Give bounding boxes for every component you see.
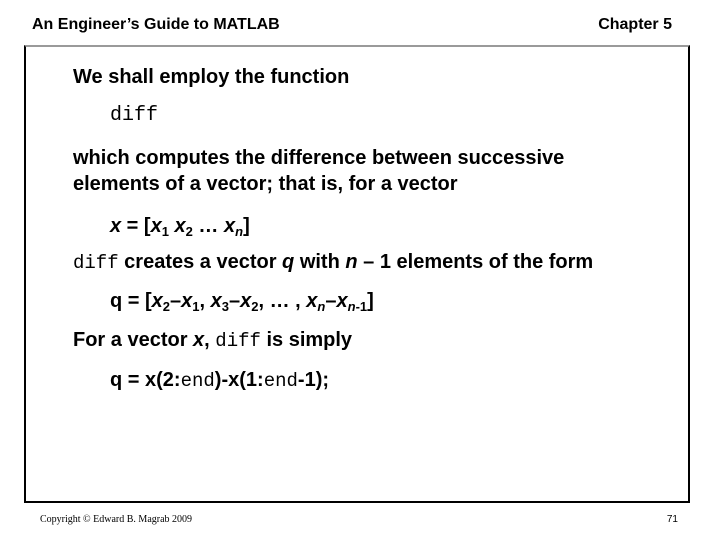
q-minus-1: – <box>170 290 182 312</box>
q-comma-1: , <box>199 290 211 312</box>
q-x3: x <box>210 290 222 312</box>
description <box>73 145 564 197</box>
sub-2: 2 <box>185 224 193 239</box>
sub-n: n <box>235 224 244 239</box>
intro-text: We shall employ the function <box>73 66 350 88</box>
sub-1: 1 <box>161 224 169 239</box>
q-s2: 2 <box>162 299 171 314</box>
simply-sentence <box>73 327 352 354</box>
diff-inline-code: diff <box>73 252 119 274</box>
page-number: 71 <box>666 514 678 525</box>
simply-text-2: , <box>204 329 216 351</box>
xn-symbol: x <box>223 215 236 237</box>
q-symbol: q <box>282 251 295 273</box>
q-x1: x <box>181 290 193 312</box>
diff-formula <box>110 367 329 394</box>
header-title: An Engineer’s Guide to MATLAB <box>32 16 280 33</box>
q-close: ] <box>367 290 374 312</box>
eq-bracket: = [ <box>121 215 151 237</box>
chapter-label: Chapter 5 <box>598 16 672 33</box>
q-minus-2: – <box>229 290 241 312</box>
copyright: Copyright © Edward B. Magrab 2009 <box>40 514 193 525</box>
creates-text-1: creates a vector <box>118 251 283 273</box>
creates-sentence <box>73 249 593 276</box>
formula-part-1: q = x(2: <box>110 369 181 391</box>
q-minus-3: – <box>325 290 337 312</box>
vector-x-definition <box>110 213 250 245</box>
q-s2b: 2 <box>251 299 259 314</box>
ellipsis: … <box>192 215 224 237</box>
q-xn1: x <box>336 290 348 312</box>
creates-text-3: – 1 elements of the form <box>357 251 594 273</box>
simply-x: x <box>193 329 205 351</box>
n-symbol: n <box>345 251 358 273</box>
close-bracket: ] <box>243 215 250 237</box>
description-line-2: elements of a vector; that is, for a vector <box>73 173 458 195</box>
x2-symbol: x <box>174 215 186 237</box>
q-s3: 3 <box>221 299 229 314</box>
q-comma-2: , … , <box>258 290 307 312</box>
simply-text-1: For a vector <box>73 329 194 351</box>
q-sn1-tail: -1 <box>355 299 368 314</box>
q-sn1-n: n <box>347 299 356 314</box>
q-lhs: q = [ <box>110 290 152 312</box>
q-x2: x <box>151 290 163 312</box>
formula-end-2: end <box>263 370 298 392</box>
q-s1: 1 <box>192 299 200 314</box>
description-line-1: which computes the difference between successive <box>73 147 565 169</box>
formula-part-3: -1); <box>297 369 330 391</box>
vector-q-definition <box>110 288 374 320</box>
simply-text-3: is simply <box>260 329 353 351</box>
q-sn1 <box>348 299 368 314</box>
x1-symbol: x <box>150 215 162 237</box>
simply-diff-code: diff <box>215 330 261 352</box>
x-symbol: x <box>110 215 122 237</box>
formula-part-2: )-x(1: <box>214 369 264 391</box>
q-x2b: x <box>240 290 252 312</box>
q-sn: n <box>317 299 326 314</box>
q-xn: x <box>306 290 318 312</box>
formula-end-1: end <box>180 370 215 392</box>
diff-code: diff <box>110 104 159 127</box>
creates-text-2: with <box>294 251 346 273</box>
